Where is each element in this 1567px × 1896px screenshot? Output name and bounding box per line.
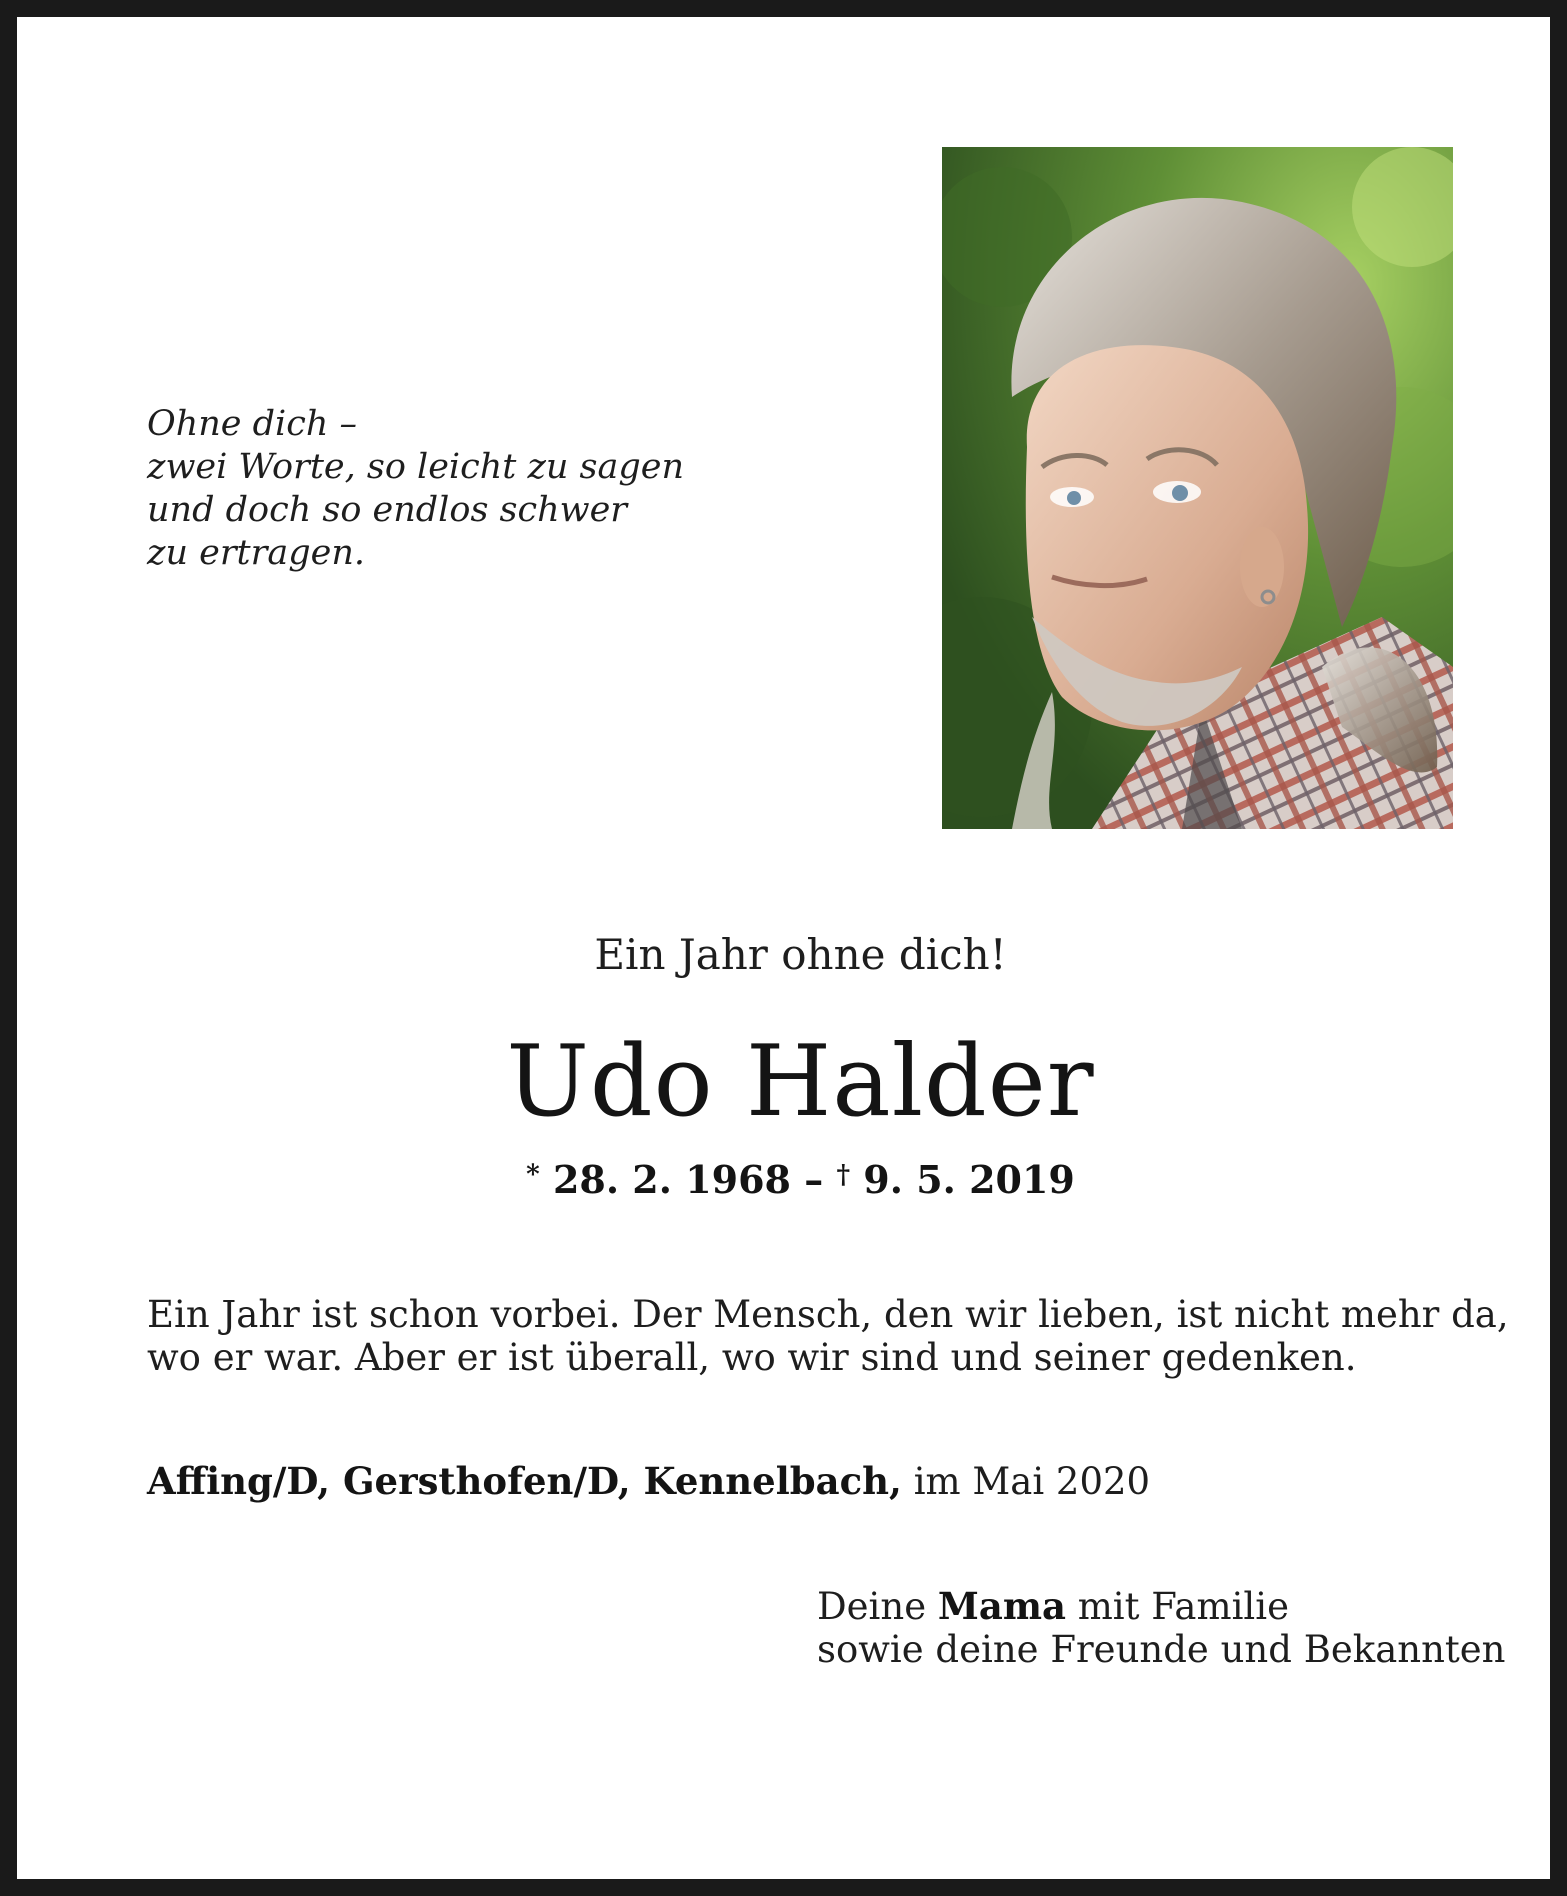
quote-line: und doch so endlos schwer — [147, 490, 628, 530]
death-symbol: † — [836, 1160, 851, 1190]
dates-dash: – — [804, 1157, 824, 1202]
memorial-text — [147, 1293, 1509, 1379]
memorial-text-line: Ein Jahr ist schon vorbei. Der Mensch, den wir lieben, ist nicht mehr da, — [147, 1293, 1509, 1336]
quote-line: zwei Worte, so leicht zu sagen — [147, 447, 685, 487]
life-dates — [17, 1151, 1567, 1204]
subtitle: Ein Jahr ohne dich! — [594, 930, 1007, 979]
birth-date: 28. 2. 1968 — [552, 1157, 791, 1202]
locations: Affing/D, Gersthofen/D, Kennelbach, — [147, 1459, 902, 1503]
portrait-photo — [942, 147, 1453, 829]
signature-prefix: Deine — [817, 1585, 927, 1628]
quote-line: zu ertragen. — [147, 533, 365, 573]
signature — [817, 1584, 1506, 1671]
signature-mama: Mama — [937, 1584, 1066, 1628]
birth-symbol: * — [526, 1160, 540, 1190]
portrait-illustration — [942, 147, 1453, 829]
signature-suffix: mit Familie — [1077, 1585, 1289, 1628]
deceased-name: Udo Halder — [506, 1025, 1095, 1139]
memorial-text-line: wo er war. Aber er ist überall, wo wir sind und seiner gedenken. — [147, 1336, 1357, 1379]
date-text: im Mai 2020 — [913, 1460, 1151, 1503]
death-date: 9. 5. 2019 — [863, 1157, 1075, 1202]
signature-line-2: sowie deine Freunde und Bekannten — [817, 1628, 1506, 1671]
signature-line-1 — [817, 1585, 1467, 1628]
place-date-line — [147, 1458, 1447, 1505]
memorial-quote — [147, 403, 685, 575]
quote-line: Ohne dich – — [147, 404, 357, 444]
